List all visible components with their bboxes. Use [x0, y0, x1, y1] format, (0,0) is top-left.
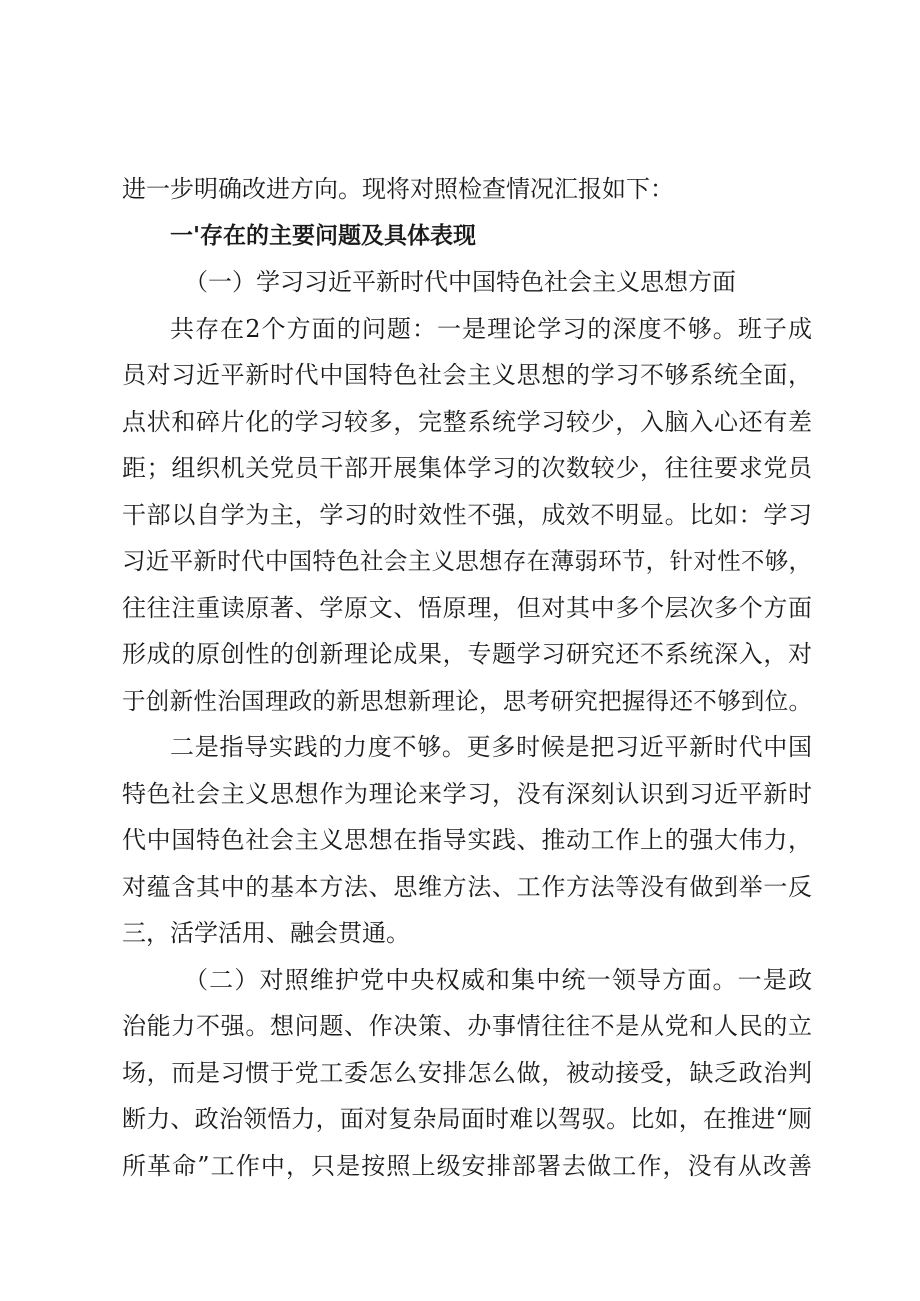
text-line: 三，活学活用、融会贯通。	[122, 919, 410, 947]
text-line: 形成的原创性的创新理论成果，专题学习研究还不系统深入，对	[122, 640, 812, 668]
text-line: 员对习近平新时代中国特色社会主义思想的学习不够系统全面，	[122, 361, 812, 389]
section-heading: 一'存在的主要问题及具体表现	[170, 222, 477, 249]
text-line: 干部以自学为主，学习的时效性不强，成效不明显。比如：学习	[122, 500, 812, 529]
text-line: 进一步明确改进方向。现将对照检查情况汇报如下：	[122, 175, 674, 203]
text-line: 代中国特色社会主义思想在指导实践、推动工作上的强大伟力，	[122, 826, 812, 854]
text-line: 距；组织机关党员干部开展集体学习的次数较少，往往要求党员	[122, 454, 812, 482]
text-line: 对蕴含其中的基本方法、思维方法、工作方法等没有做到举一反	[122, 872, 812, 901]
text-line: 断力、政治领悟力，面对复杂局面时难以驾驭。比如，在推进“厕	[122, 1105, 812, 1133]
text-line: 特色社会主义思想作为理论来学习，没有深刻认识到习近平新时	[122, 779, 812, 808]
text-line: 治能力不强。想问题、作决策、办事情往往不是从党和人民的立	[122, 1012, 812, 1040]
subsection-heading: （二）对照维护党中央权威和集中统一领导方面。一是政	[184, 965, 812, 994]
subsection-heading: （一）学习习近平新时代中国特色社会主义思想方面	[184, 268, 736, 296]
text-line: 共存在2个方面的问题：一是理论学习的深度不够。班子成	[170, 314, 812, 343]
text-line: 点状和碎片化的学习较多，完整系统学习较少，入脑入心还有差	[122, 407, 812, 436]
text-line: 于创新性治国理政的新思想新理论，思考研究把握得还不够到位。	[122, 686, 812, 715]
text-line: 所革命”工作中，只是按照上级安排部署去做工作，没有从改善	[122, 1151, 812, 1180]
document-body	[122, 166, 812, 1189]
text-line: 习近平新时代中国特色社会主义思想存在薄弱环节，针对性不够，	[122, 547, 812, 575]
text-line: 往往注重读原著、学原文、悟原理，但对其中多个层次多个方面	[122, 593, 812, 622]
text-line: 场，而是习惯于党工委怎么安排怎么做，被动接受，缺乏政治判	[122, 1058, 812, 1087]
text-line: 二是指导实践的力度不够。更多时候是把习近平新时代中国	[170, 733, 812, 761]
